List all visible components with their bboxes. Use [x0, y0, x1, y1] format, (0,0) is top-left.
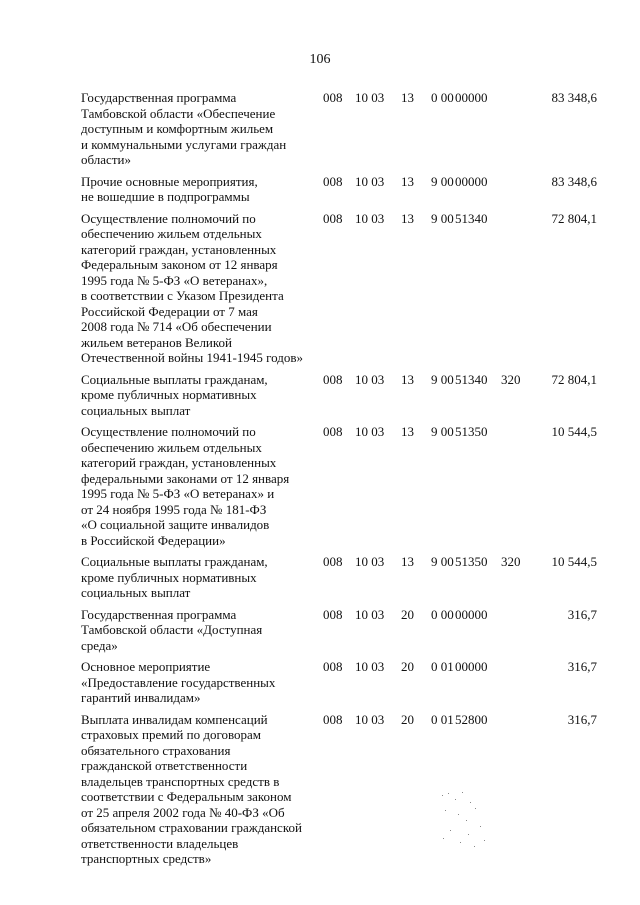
ministry-code: 008	[323, 371, 343, 387]
section-code: 10 03	[355, 90, 385, 105]
subprogram-code: 9 00	[431, 424, 454, 439]
ministry-code: 008	[323, 711, 343, 727]
ministry-code: 008	[323, 173, 343, 189]
row-name: Государственная программа Тамбовской области «Доступная среда»	[81, 606, 263, 653]
table-row	[0, 90, 640, 168]
program-code: 20	[401, 711, 414, 727]
program-code: 13	[401, 210, 414, 226]
direction-code: 00000	[455, 173, 488, 189]
direction-code: 00000	[455, 659, 488, 674]
page-number: 106	[309, 52, 331, 67]
ministry-code: 008	[323, 659, 343, 674]
row-name: Осуществление полномочий по обеспечению жильем отдельных категорий граждан, установленных Федеральным законом от 12 января 1995 года № 5-ФЗ «О ветеранах», в соответствии с Указом Президента Российской Федерации от 7 мая 2008 года № 714 «Об обеспечении жильем ветеранов Великой Отечественной войны 1941-1945 годов»	[81, 210, 303, 365]
row-name: Выплата инвалидам компенсаций страховых премий по договорам обязательного страхования гражданской ответственности владельцев транспортных средств в соответствии с Федеральным законом от 25 апреля 2002 года № 40-ФЗ «Об обязательном страховании гражданской ответственности владельцев транспортных средств»	[81, 711, 302, 866]
subprogram-code: 9 00	[431, 371, 454, 387]
table-row	[0, 211, 640, 366]
direction-code: 51340	[455, 371, 488, 387]
section-code: 10 03	[355, 371, 385, 387]
row-name: Осуществление полномочий по обеспечению жильем отдельных категорий граждан, установленных федеральными законами от 12 января 1995 года № 5-ФЗ «О ветеранах» и от 24 ноября 1995 года № 181-ФЗ «О социальной защите инвалидов в Российской Федерации»	[81, 424, 290, 548]
row-name: Прочие основные мероприятия, не вошедшие в подпрограммы	[81, 173, 258, 204]
direction-code: 52800	[455, 711, 488, 727]
section-code: 10 03	[355, 711, 385, 727]
section-code: 10 03	[355, 173, 385, 189]
table-row	[0, 372, 640, 419]
amount: 72 804,1	[551, 210, 597, 226]
section-code: 10 03	[355, 210, 385, 226]
amount: 83 348,6	[551, 173, 597, 189]
expense-kind-code: 320	[501, 554, 521, 569]
table-row	[0, 424, 640, 548]
section-code: 10 03	[355, 606, 385, 622]
ministry-code: 008	[323, 424, 343, 439]
program-code: 13	[401, 371, 414, 387]
amount: 10 544,5	[551, 424, 597, 439]
subprogram-code: 0 01	[431, 659, 454, 674]
amount: 83 348,6	[551, 90, 597, 105]
direction-code: 00000	[455, 606, 488, 622]
scan-artifact	[440, 790, 490, 850]
ministry-code: 008	[323, 90, 343, 105]
program-code: 13	[401, 173, 414, 189]
subprogram-code: 0 00	[431, 606, 454, 622]
amount: 316,7	[567, 711, 597, 727]
subprogram-code: 0 01	[431, 711, 454, 727]
subprogram-code: 9 00	[431, 173, 454, 189]
program-code: 13	[401, 90, 414, 105]
row-name: Социальные выплаты гражданам, кроме публичных нормативных социальных выплат	[81, 554, 268, 600]
table-row	[0, 712, 640, 867]
direction-code: 51350	[455, 424, 488, 439]
direction-code: 51350	[455, 554, 488, 569]
ministry-code: 008	[323, 606, 343, 622]
subprogram-code: 9 00	[431, 210, 454, 226]
direction-code: 51340	[455, 210, 488, 226]
ministry-code: 008	[323, 210, 343, 226]
amount: 10 544,5	[551, 554, 597, 569]
program-code: 13	[401, 424, 414, 439]
table-row	[0, 607, 640, 654]
table-row	[0, 659, 640, 706]
expense-kind-code: 320	[501, 371, 521, 387]
amount: 316,7	[567, 606, 597, 622]
row-name: Основное мероприятие «Предоставление государственных гарантий инвалидам»	[81, 659, 276, 705]
section-code: 10 03	[355, 424, 385, 439]
program-code: 20	[401, 606, 414, 622]
program-code: 20	[401, 659, 414, 674]
amount: 72 804,1	[551, 371, 597, 387]
ministry-code: 008	[323, 554, 343, 569]
section-code: 10 03	[355, 659, 385, 674]
subprogram-code: 9 00	[431, 554, 454, 569]
direction-code: 00000	[455, 90, 488, 105]
budget-table	[0, 90, 640, 873]
subprogram-code: 0 00	[431, 90, 454, 105]
table-row	[0, 554, 640, 601]
row-name: Государственная программа Тамбовской области «Обеспечение доступным и комфортным жильем и коммунальными услугами граждан области»	[81, 90, 287, 167]
amount: 316,7	[567, 659, 597, 674]
table-row	[0, 174, 640, 205]
program-code: 13	[401, 554, 414, 569]
row-name: Социальные выплаты гражданам, кроме публичных нормативных социальных выплат	[81, 371, 268, 418]
section-code: 10 03	[355, 554, 385, 569]
